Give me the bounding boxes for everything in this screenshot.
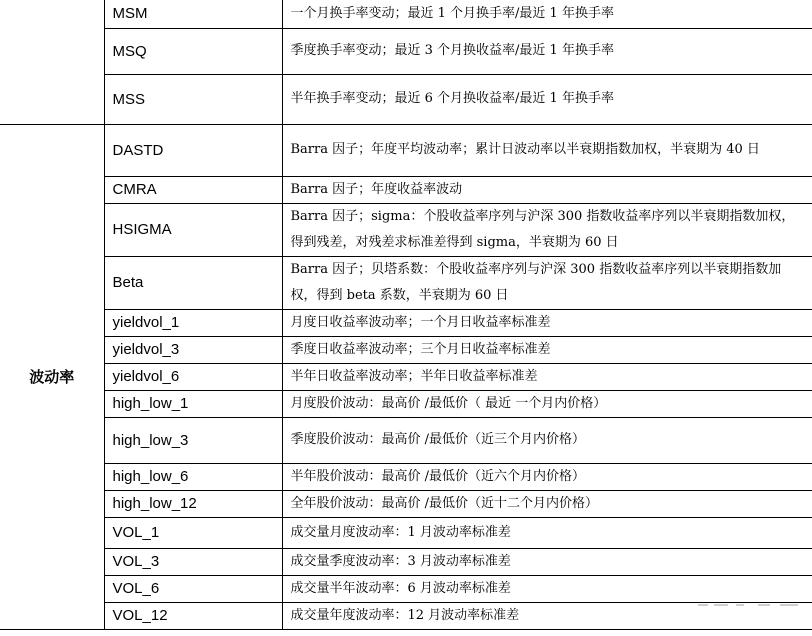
factor-description: 成交量年度波动率：12 月波动率标准差: [282, 602, 812, 629]
factor-description: Barra 因子；年度收益率波动: [282, 176, 812, 203]
factor-description: Barra 因子；年度平均波动率；累计日波动率以半衰期指数加权，半衰期为 40 日: [282, 124, 812, 176]
factor-name: yieldvol_3: [104, 336, 282, 363]
factor-name: DASTD: [104, 124, 282, 176]
table-row: [0, 74, 812, 124]
factor-name: MSQ: [104, 28, 282, 74]
factor-description: 一个月换手率变动；最近 1 个月换手率/最近 1 年换手率: [282, 0, 812, 28]
table-row: [0, 390, 812, 417]
factor-name: high_low_12: [104, 490, 282, 517]
factor-description: 季度日收益率波动率；三个月日收益率标准差: [282, 336, 812, 363]
factor-name: high_low_1: [104, 390, 282, 417]
table-row: [0, 309, 812, 336]
table-row: [0, 336, 812, 363]
factor-name: yieldvol_6: [104, 363, 282, 390]
category-cell: 波动率: [0, 124, 104, 629]
table-row: [0, 517, 812, 548]
factor-name: CMRA: [104, 176, 282, 203]
table-row: [0, 0, 812, 28]
factor-name: MSS: [104, 74, 282, 124]
factor-description: 半年股价波动：最高价 /最低价（近六个月内价格）: [282, 463, 812, 490]
category-cell: [0, 0, 104, 124]
watermark-mark: [694, 598, 804, 614]
table-row: [0, 463, 812, 490]
factor-name: MSM: [104, 0, 282, 28]
factor-name: VOL_6: [104, 575, 282, 602]
table-row: [0, 363, 812, 390]
table-row: [0, 490, 812, 517]
factor-description: 季度股价波动：最高价 /最低价（近三个月内价格）: [282, 417, 812, 463]
factor-description: 成交量半年波动率：6 月波动率标准差: [282, 575, 812, 602]
factor-description: Barra 因子；贝塔系数：个股收益率序列与沪深 300 指数收益率序列以半衰期指数加权，得到 beta 系数，半衰期为 60 日: [282, 256, 812, 309]
table-row: [0, 256, 812, 309]
table-row: [0, 124, 812, 176]
factor-name: high_low_3: [104, 417, 282, 463]
table-row: [0, 417, 812, 463]
factor-name: VOL_12: [104, 602, 282, 629]
factor-description: 全年股价波动：最高价 /最低价（近十二个月内价格）: [282, 490, 812, 517]
table-row: [0, 203, 812, 256]
factor-name: VOL_1: [104, 517, 282, 548]
table-row: [0, 575, 812, 602]
table-row: [0, 28, 812, 74]
table-row: [0, 176, 812, 203]
factor-description: 月度股价波动：最高价 /最低价（ 最近 一个月内价格）: [282, 390, 812, 417]
factor-description: 月度日收益率波动率；一个月日收益率标准差: [282, 309, 812, 336]
factor-description: 成交量月度波动率：1 月波动率标准差: [282, 517, 812, 548]
factor-name: Beta: [104, 256, 282, 309]
factor-name: high_low_6: [104, 463, 282, 490]
factor-name: yieldvol_1: [104, 309, 282, 336]
table-row: [0, 548, 812, 575]
factor-description: 半年换手率变动；最近 6 个月换收益率/最近 1 年换手率: [282, 74, 812, 124]
table-row: [0, 602, 812, 629]
factor-description: 半年日收益率波动率；半年日收益率标准差: [282, 363, 812, 390]
factor-name: HSIGMA: [104, 203, 282, 256]
factor-description: 季度换手率变动；最近 3 个月换收益率/最近 1 年换手率: [282, 28, 812, 74]
factor-description: 成交量季度波动率：3 月波动率标准差: [282, 548, 812, 575]
factor-description: Barra 因子；sigma：个股收益率序列与沪深 300 指数收益率序列以半衰期指数加权，得到残差，对残差求标准差得到 sigma，半衰期为 60 日: [282, 203, 812, 256]
factor-name: VOL_3: [104, 548, 282, 575]
